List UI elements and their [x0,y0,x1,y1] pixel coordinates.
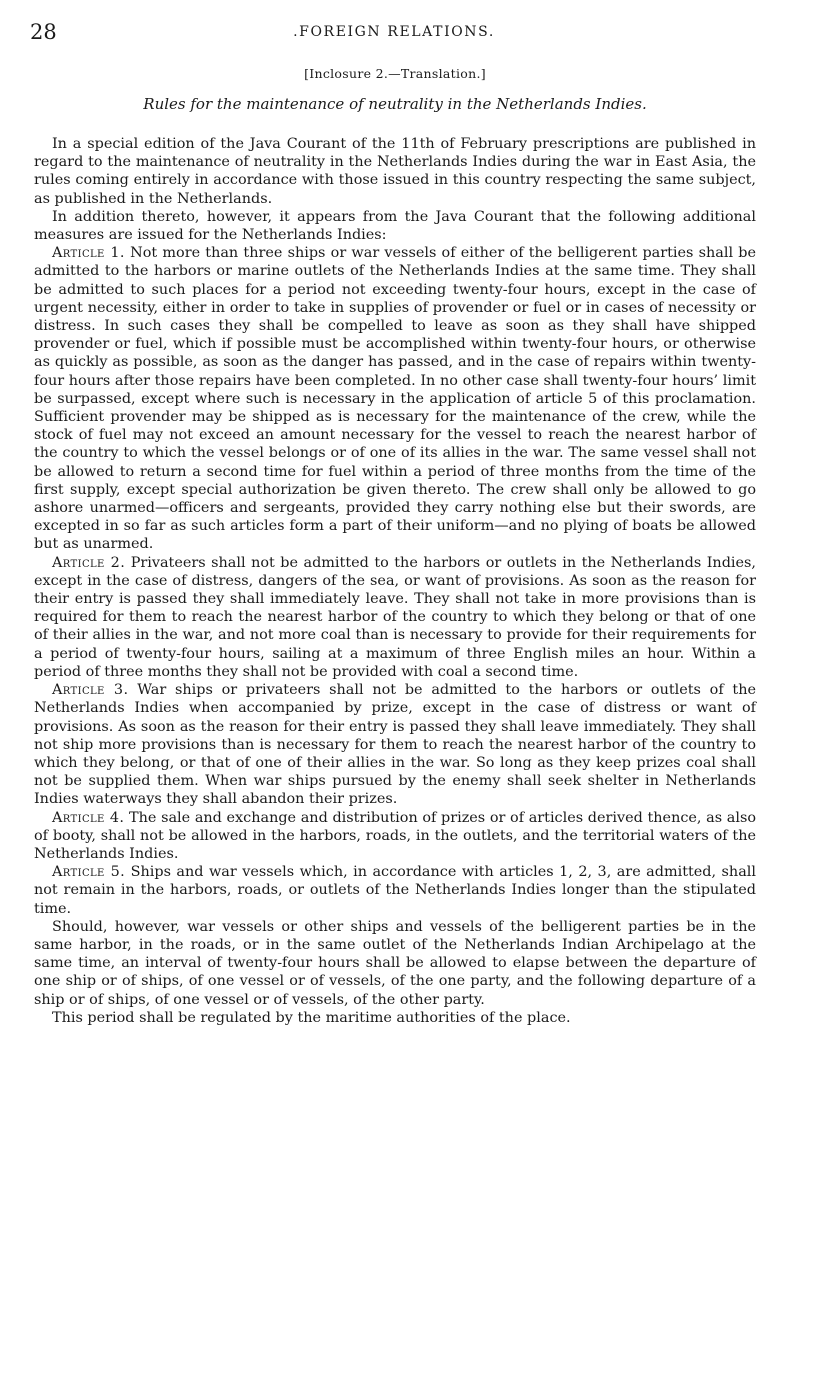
paragraph-text: Not more than three ships or war vessels of either of the belligerent parties shall be admitted to the harbors or marine outlets of the Netherlands Indies at the same time. They shall be admitted to such places for a period not exceeding twenty-four hours, except in the case of urgent necessity, either in order to take in supplies of provender or fuel or in cases of necessity or distress. In such cases they shall be compelled to leave as soon as they shall have shipped provender or fuel, which if possible must be accomplished within twenty-four hours, or otherwise as quickly as possible, as soon as the danger has passed, and in the case of repairs within twenty-four hours after those repairs have been completed. In no other case shall twenty-four hours’ limit be surpassed, except where such is necessary in the application of article 5 of this proclamation. Sufficient provender may be shipped as is necessary for the maintenance of the crew, while the stock of fuel may not exceed an amount necessary for the vessel to reach the nearest harbor of the country to which the vessel belongs or of one of its allies in the war. The same vessel shall not be allowed to return a second time for fuel within a period of three months from the time of the first supply, except special authorization be given thereto. The crew shall only be allowed to go ashore unarmed—officers and sergeants, provided they carry nothing else but their swords, are excepted in so far as such articles form a part of their uniform—and no plying of boats be allowed but as unarmed. [34,245,756,553]
paragraph-text: Ships and war vessels which, in accordance with articles 1, 2, 3, are admitted, shall not remain in the harbors, roads, or outlets of the Netherlands Indies longer than the stipulated time. [34,864,756,917]
paragraph-interval [34,918,756,1009]
paragraph-addition [34,208,756,244]
article-1 [34,244,756,553]
paragraph-text: In addition thereto, however, it appears from the Java Courant that the following additional measures are issued for the Netherlands Indies: [34,208,756,244]
running-head: .FOREIGN RELATIONS. [293,24,495,40]
article-label: Article 1. [52,245,125,262]
paragraph-text: Should, however, war vessels or other ships and vessels of the belligerent parties be in the same harbor, in the roads, or in the same outlet of the Netherlands Indian Archipelago at the same time, an interval of twenty-four hours shall be allowed to elapse between the departure of one ship or of ships, of one vessel or of vessels, of the one party, and the following departure of a ship or of ships, of one vessel or of vessels, of the other party. [34,918,756,1008]
article-label: Article 3. [52,682,129,699]
article-5 [34,863,756,918]
paragraph-text: Privateers shall not be admitted to the harbors or outlets in the Netherlands Indies, except in the case of distress, dangers of the sea, or want of provisions. As soon as the reason for their entry is passed they shall immediately leave. They shall not take in more provisions than is required for them to reach the nearest harbor of the country to which they belong or that of one of their allies in the war, and not more coal than is necessary to provide for their requirements for a period of twenty-four hours, sailing at a maximum of three English miles an hour. Within a period of three months they shall not be provided with coal a second time. [34,554,756,680]
article-3 [34,681,756,808]
article-label: Article 5. [52,864,126,881]
article-2 [34,554,756,681]
paragraph-text: In a special edition of the Java Courant of the 11th of February prescriptions are published in regard to the maintenance of neutrality in the Netherlands Indies during the war in East Asia, the rules coming entirely in accordance with those issued in this country respecting the same subject, as published in the Netherlands. [34,136,756,207]
paragraph-text: The sale and exchange and distribution of prizes or of articles derived thence, as also of booty, shall not be allowed in the harbors, roads, in the outlets, and the territorial waters of the Netherlands Indies. [34,809,757,862]
article-label: Article 4. [52,809,125,826]
page-number: 28 [30,20,57,44]
page-header [30,20,758,46]
inclosure-label: [Inclosure 2.—Translation.] [304,66,486,81]
paragraph-closing [34,1009,756,1027]
document-body [34,135,756,1027]
article-4 [34,809,756,864]
paragraph-intro [34,135,756,208]
paragraph-text: War ships or privateers shall not be admitted to the harbors or outlets of the Netherlands Indies when accompanied by prize, except in the case of distress or want of provisions. As soon as the reason for their entry is passed they shall leave immediately. They shall not ship more provisions than is necessary for them to reach the nearest harbor of the country to which they belong, or that of one of their allies in the war. So long as they keep prizes coal shall not be supplied them. When war ships pursued by the enemy shall seek shelter in Netherlands Indies waterways they shall abandon their prizes. [34,682,756,808]
paragraph-text: This period shall be regulated by the maritime authorities of the place. [52,1009,571,1026]
article-label: Article 2. [52,554,126,571]
document-title: Rules for the maintenance of neutrality in the Netherlands Indies. [143,95,647,113]
